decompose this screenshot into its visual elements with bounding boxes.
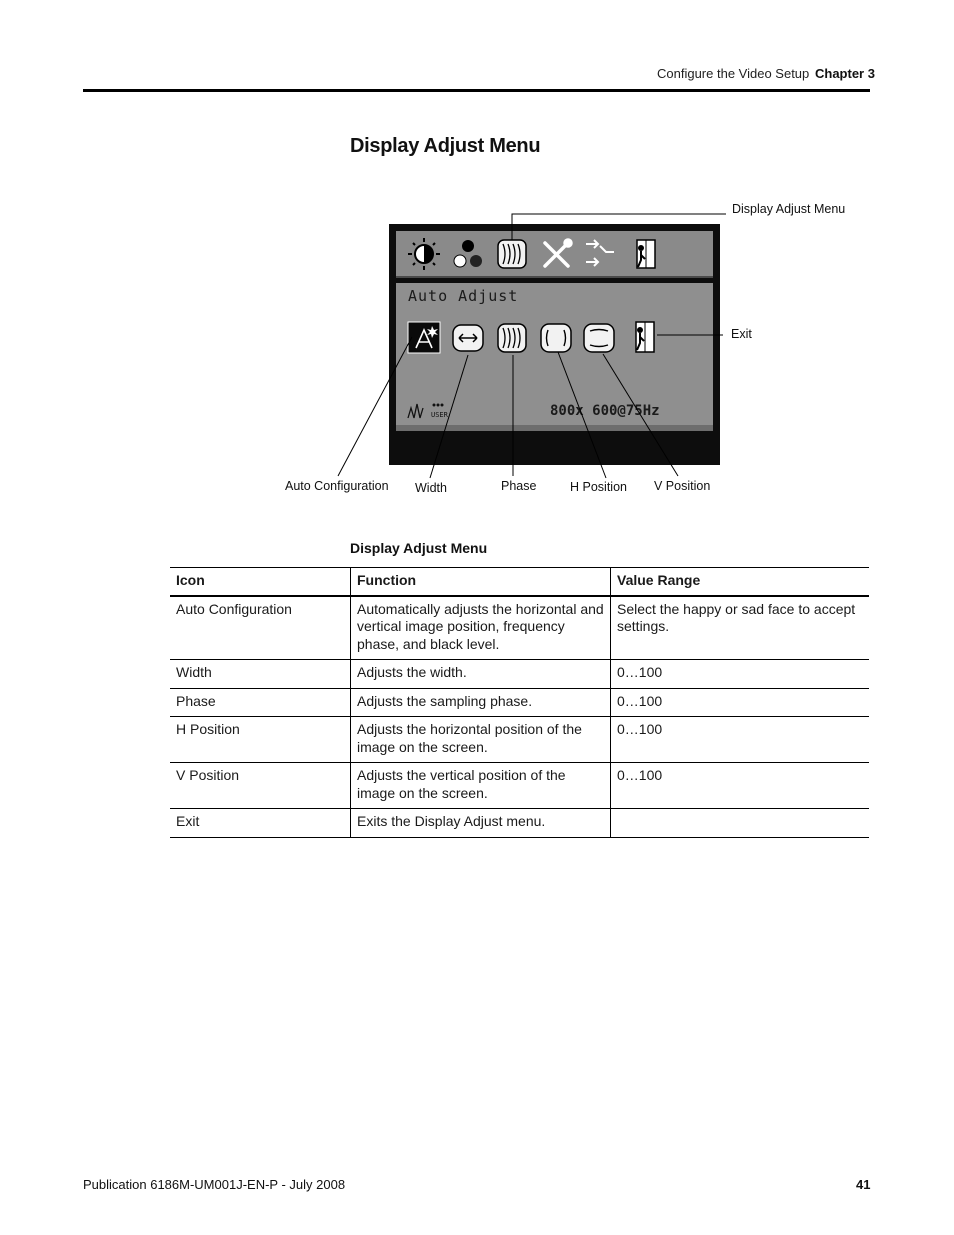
table-cell: Adjusts the width. [351,660,611,689]
table-cell: Adjusts the vertical position of the image on the screen. [351,763,611,809]
phase-waves-icon [498,324,526,352]
column-header-value-range: Value Range [611,568,870,596]
table-cell [611,809,870,838]
table-header-row [170,568,869,596]
table-row [170,596,869,660]
table-cell: Select the happy or sad face to accept settings. [611,596,870,660]
table-cell: 0…100 [611,717,870,763]
table-cell: Adjusts the horizontal position of the image on the screen. [351,717,611,763]
width-arrows-icon [453,325,483,351]
table-cell: 0…100 [611,660,870,689]
table-row [170,717,869,763]
table-cell: 0…100 [611,763,870,809]
table-cell: Exit [170,809,351,838]
callout-v-position: V Position [654,479,711,493]
footer-publication: Publication 6186M-UM001J-EN-P - July 2008 [83,1177,346,1192]
table-cell: H Position [170,717,351,763]
header-section-title: Configure the Video Setup [657,66,810,81]
callout-auto-configuration: Auto Configuration [285,479,389,493]
table-cell: V Position [170,763,351,809]
h-position-icon [541,324,571,352]
table-cell: Auto Configuration [170,596,351,660]
callout-h-position: H Position [570,480,627,494]
table-cell: Width [170,660,351,689]
v-position-icon [584,324,614,352]
exit-door-icon [637,240,655,268]
callout-phase: Phase [501,479,537,493]
table-row [170,688,869,717]
callout-display-adjust-menu: Display Adjust Menu [732,202,846,216]
header-chapter: Chapter 3 [815,66,875,81]
callout-exit: Exit [731,327,752,341]
display-adjust-table [170,567,869,838]
column-header-function: Function [351,568,611,596]
auto-config-icon [408,322,440,353]
table-cell: Phase [170,688,351,717]
table-cell: 0…100 [611,688,870,717]
page-title: Display Adjust Menu [350,135,541,157]
osd-resolution-readout: 800x 600@75Hz [550,403,660,419]
osd-menu-heading: Auto Adjust [408,287,519,305]
osd-screen [389,224,720,465]
table-cell: Adjusts the sampling phase. [351,688,611,717]
callout-width: Width [415,481,447,495]
table-row [170,763,869,809]
osd-user-badge: USER [431,411,448,419]
page-number: 41 [856,1177,871,1192]
table-row [170,809,869,838]
table-caption: Display Adjust Menu [350,540,488,556]
table-row [170,660,869,689]
phase-waves-icon [498,240,526,268]
display-adjust-figure [0,0,954,520]
exit-door-icon [636,322,654,352]
column-header-icon: Icon [170,568,351,596]
table-cell: Automatically adjusts the horizontal and vertical image position, frequency phase, and black level. [351,596,611,660]
table-cell: Exits the Display Adjust menu. [351,809,611,838]
